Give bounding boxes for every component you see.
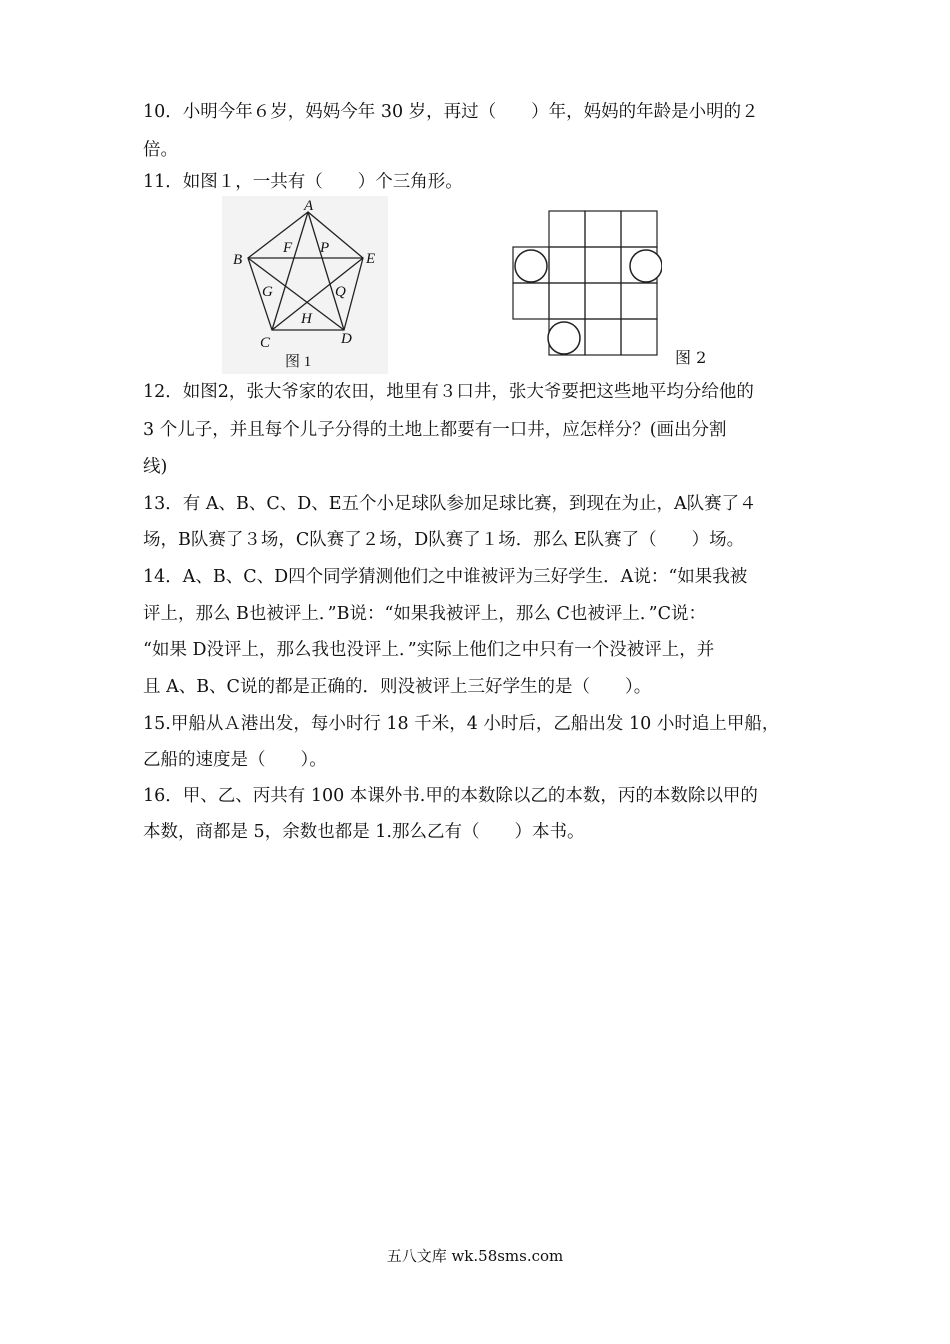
label-C: C: [260, 335, 271, 351]
q11-line-1: 11．如图１，一共有（ ）个三角形。: [143, 172, 463, 192]
q14-line-1: 14．A、B、C、D四个同学猜测他们之中谁被评为三好学生．A说：“如果我被: [143, 567, 748, 587]
q14-line-4: 且 A、B、C说的都是正确的．则没被评上三好学生的是（ ）。: [143, 677, 652, 697]
label-D: D: [341, 331, 352, 347]
label-H: H: [301, 311, 312, 327]
q16-line-1: 16．甲、乙、丙共有 100 本课外书.甲的本数除以乙的本数，丙的本数除以甲的: [143, 786, 758, 806]
q15-line-1: 15.甲船从Ａ港出发，每小时行 18 千米，4 小时后，乙船出发 10 小时追上甲船，: [143, 714, 780, 734]
q12-line-2: 3 个儿子，并且每个儿子分得的土地上都要有一口井，应怎样分？(画出分割: [143, 420, 727, 440]
q10-line-1: 10．小明今年６岁，妈妈今年 30 岁，再过（ ）年，妈妈的年龄是小明的２: [143, 102, 759, 122]
q14-line-2: 评上，那么 B也被评上．”B说：“如果我被评上，那么 C也被评上．”C说：: [143, 604, 706, 624]
figure-1-pentagram: [222, 196, 388, 374]
label-E: E: [366, 251, 376, 267]
q13-line-2: 场，B队赛了３场，C队赛了２场，D队赛了１场．那么 E队赛了（ ）场。: [143, 530, 745, 550]
figure-2-caption: 图 2: [675, 348, 707, 367]
q12-line-1: 12．如图2，张大爷家的农田，地里有３口井，张大爷要把这些地平均分给他的: [143, 382, 754, 402]
q13-line-1: 13．有 A、B、C、D、E五个小足球队参加足球比赛，到现在为止，A队赛了４: [143, 494, 757, 514]
figure-1-caption: 图 1: [285, 354, 312, 370]
label-F: F: [283, 240, 293, 256]
figure-2-grid: [512, 208, 662, 358]
q14-line-3: “如果 D没评上，那么我也没评上．”实际上他们之中只有一个没被评上，并: [143, 640, 715, 660]
label-P: P: [320, 240, 330, 256]
q12-line-3: 线): [143, 457, 168, 477]
q10-line-2: 倍。: [143, 140, 178, 160]
well-3: [548, 322, 580, 354]
well-1: [515, 250, 547, 282]
q15-line-2: 乙船的速度是（ ）。: [143, 750, 327, 770]
label-Q: Q: [335, 284, 346, 300]
label-B: B: [233, 252, 243, 268]
footer-watermark: 五八文库 wk.58sms.com: [386, 1247, 564, 1265]
label-G: G: [262, 284, 273, 300]
q16-line-2: 本数，商都是 5，余数也都是 1.那么乙有（ ）本书。: [143, 822, 585, 842]
well-2: [630, 250, 662, 282]
label-A: A: [304, 198, 314, 214]
